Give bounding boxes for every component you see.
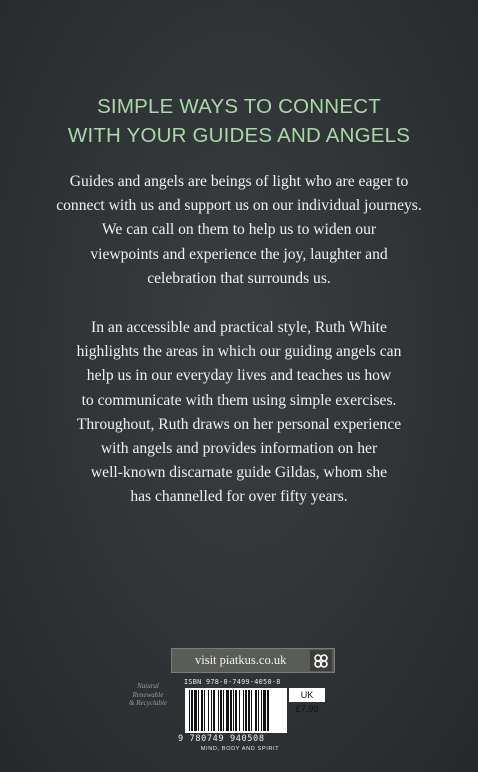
blurb-line: to communicate with them using simple exercises.: [81, 391, 397, 409]
blurb-line: highlights the areas in which our guiding angels can: [76, 343, 402, 361]
blurb-line: with angels and provides information on her: [100, 440, 378, 458]
headline: [0, 92, 478, 150]
publisher-website-label: visit piatkus.co.uk: [195, 653, 287, 667]
publisher-website-badge[interactable]: [171, 648, 335, 673]
piatkus-logo-icon: [310, 650, 332, 671]
blurb-line: has channelled for over fifty years.: [130, 488, 348, 506]
blurb-line: viewpoints and experience the joy, laughter and: [90, 245, 388, 263]
blurb-line: celebration that surrounds us.: [147, 269, 331, 287]
blurb-paragraph-1: [0, 170, 478, 291]
blurb-line: Guides and angels are beings of light who are eager to: [69, 173, 409, 190]
blurb-line: Throughout, Ruth draws on her personal experience: [76, 415, 402, 433]
blurb-line: In an accessible and practical style, Ruth White: [91, 319, 387, 336]
recycling-label-line: & Recyclable: [129, 699, 167, 707]
recycling-label-line: Natural: [137, 682, 159, 690]
blurb-line: well-known discarnate guide Gildas, whom she: [90, 464, 388, 482]
blurb-line: connect with us and support us on our individual journeys.: [56, 197, 422, 215]
barcode-digits: 9 780749 940508: [178, 734, 265, 744]
price-label: UK £7.99: [289, 688, 325, 702]
recycling-label-line: Renewable: [132, 690, 164, 699]
blurb-line: We can call on them to help us to widen our: [101, 221, 377, 239]
isbn-text: ISBN 978-0-7499-4050-8: [184, 678, 281, 686]
headline-line: WITH YOUR GUIDES AND ANGELS: [67, 124, 411, 147]
blurb-line: help us in our everyday lives and teaches us how: [86, 367, 392, 385]
barcode-icon: [185, 688, 287, 733]
headline-line: SIMPLE WAYS TO CONNECT: [97, 95, 381, 118]
category-label: MIND, BODY AND SPIRIT: [200, 746, 280, 752]
blurb-paragraph-2: [0, 316, 478, 510]
recycling-label: [120, 682, 176, 708]
